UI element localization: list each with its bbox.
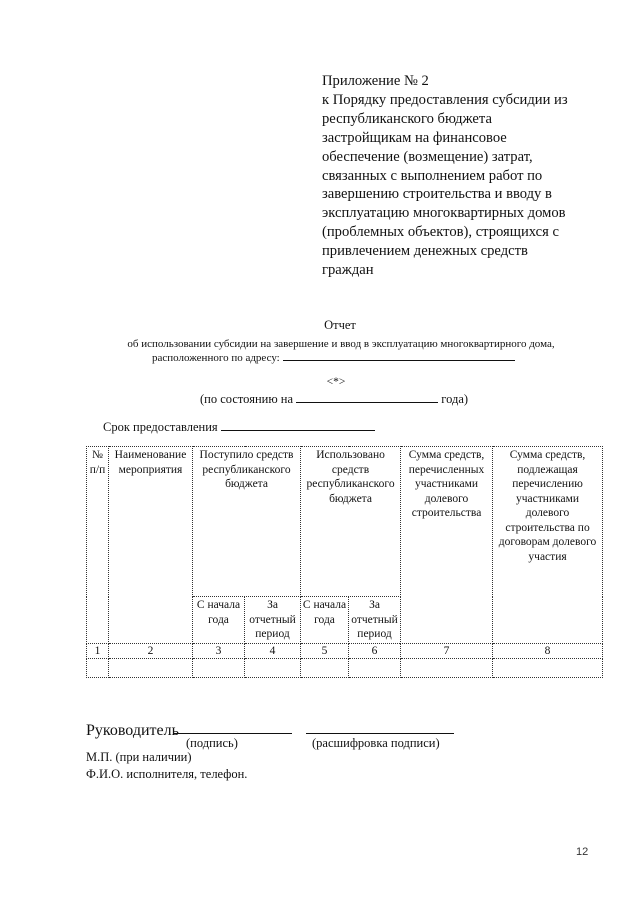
column-number: 8 xyxy=(493,643,603,658)
table-cell[interactable] xyxy=(87,658,109,677)
state-date-prefix: (по состоянию на xyxy=(200,392,294,406)
period-line xyxy=(103,420,375,435)
subheader-used-year: С начала года xyxy=(301,597,349,644)
column-number: 6 xyxy=(349,643,401,658)
appendix-line: к Порядку предоставления субсидии из xyxy=(322,91,568,108)
appendix-line: застройщикам на финансовое xyxy=(322,129,507,146)
state-date-blank[interactable] xyxy=(296,402,438,403)
appendix-line: республиканского бюджета xyxy=(322,110,492,127)
page-number: 12 xyxy=(576,846,589,858)
column-number: 3 xyxy=(193,643,245,658)
appendix-line: (проблемных объектов), строящихся с xyxy=(322,224,559,241)
state-date-line xyxy=(200,392,468,407)
subheader-received-period: За отчетный период xyxy=(245,597,301,644)
report-address-line xyxy=(106,351,576,365)
column-number: 1 xyxy=(87,643,109,658)
address-blank-line[interactable] xyxy=(283,360,515,361)
header-used: Использовано средств республиканского бюджета xyxy=(301,447,401,597)
table-cell[interactable] xyxy=(193,658,245,677)
column-number: 7 xyxy=(401,643,493,658)
column-number: 2 xyxy=(109,643,193,658)
appendix-line: связанных с выполнением работ по xyxy=(322,167,543,184)
performer-note: Ф.И.О. исполнителя, телефон. xyxy=(86,767,248,781)
signature-decode-caption: (расшифровка подписи) xyxy=(312,736,440,750)
table-row xyxy=(87,658,603,677)
footnote-marker: <*> xyxy=(326,376,346,388)
header-to-list: Сумма средств, подлежащая перечислению участниками долевого строительства по договорам долевого участия xyxy=(493,447,603,644)
head-label: Руководитель xyxy=(86,722,179,739)
subheader-received-year: С начала года xyxy=(193,597,245,644)
appendix-block xyxy=(322,72,592,280)
table-cell[interactable] xyxy=(493,658,603,677)
appendix-line: граждан xyxy=(322,262,374,279)
subheader-used-period: За отчетный период xyxy=(349,597,401,644)
signature-decode-blank-line[interactable] xyxy=(306,733,454,734)
table-cell[interactable] xyxy=(245,658,301,677)
appendix-line: завершению строительства и вводу в xyxy=(322,186,552,203)
report-table xyxy=(86,446,603,678)
column-number: 4 xyxy=(245,643,301,658)
report-description-line1: об использовании субсидии на завершение и ввод в эксплуатацию многоквартирного дома, xyxy=(127,338,555,350)
column-number-row xyxy=(87,643,603,658)
appendix-line: обеспечение (возмещение) затрат, xyxy=(322,148,533,165)
header-received: Поступило средств республиканского бюджета xyxy=(193,447,301,597)
period-blank[interactable] xyxy=(221,430,375,431)
header-num: № п/п xyxy=(87,447,109,644)
table-cell[interactable] xyxy=(349,658,401,677)
appendix-line: эксплуатацию многоквартирных домов xyxy=(322,205,566,222)
header-listed: Сумма средств, перечисленных участниками долевого строительства xyxy=(401,447,493,644)
stamp-note: М.П. (при наличии) xyxy=(86,750,192,764)
header-name: Наименование мероприятия xyxy=(109,447,193,644)
state-date-suffix: года) xyxy=(441,392,469,406)
period-label: Срок предоставления xyxy=(103,420,218,434)
signature-blank-line[interactable] xyxy=(174,733,292,734)
column-number: 5 xyxy=(301,643,349,658)
signature-caption: (подпись) xyxy=(186,736,238,750)
report-title: Отчет xyxy=(324,318,356,332)
report-description xyxy=(106,337,576,365)
table-cell[interactable] xyxy=(401,658,493,677)
table-cell[interactable] xyxy=(301,658,349,677)
table-cell[interactable] xyxy=(109,658,193,677)
address-label: расположенного по адресу: xyxy=(152,352,280,364)
appendix-line: Приложение № 2 xyxy=(322,73,429,89)
appendix-line: привлечением денежных средств xyxy=(322,243,528,260)
